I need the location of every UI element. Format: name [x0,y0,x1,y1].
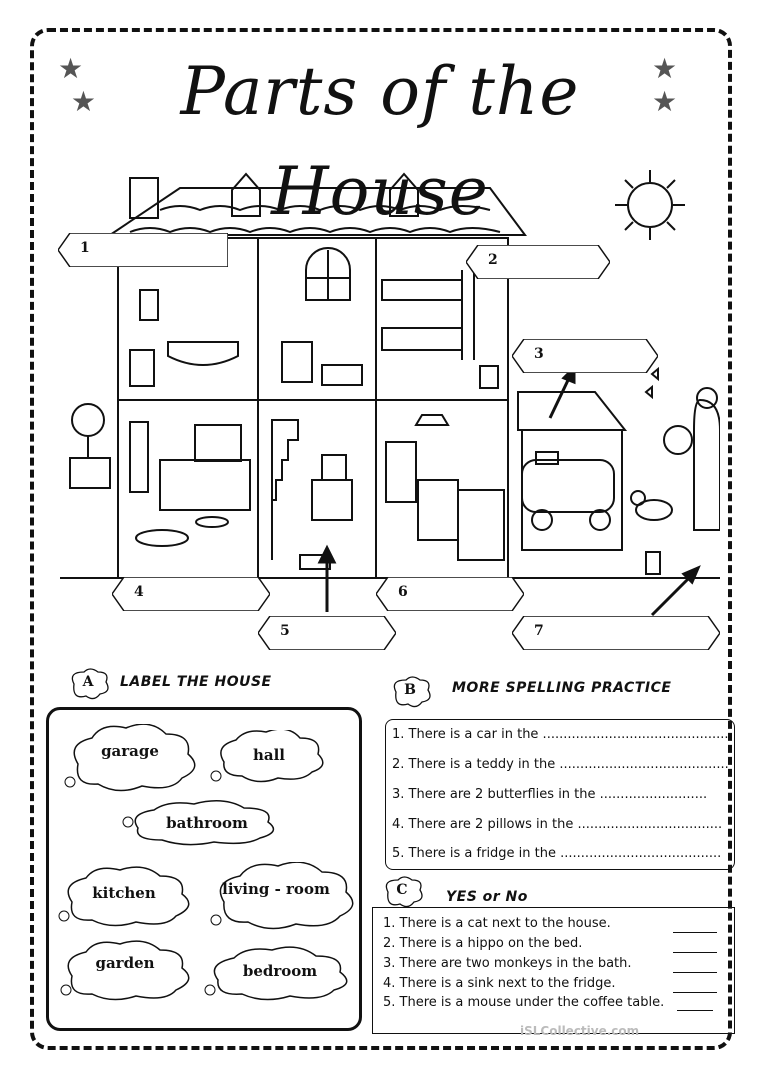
label-box-1[interactable] [58,233,228,267]
section-b-badge: B [388,676,432,708]
answer-blank[interactable] [673,952,717,953]
yes-or-no-box [372,907,735,1034]
spelling-item[interactable]: 1. There is a car in the .............................................. [392,727,733,742]
label-box-6[interactable] [376,577,524,611]
section-a-badge: A [66,668,110,700]
yes-no-item: 3. There are two monkeys in the bath. [383,956,632,971]
word-cloud[interactable]: living - room [206,862,358,932]
yes-no-item: 1. There is a cat next to the house. [383,916,611,931]
answer-blank[interactable] [673,972,717,973]
yes-no-item: 5. There is a mouse under the coffee table. [383,995,665,1010]
word-cloud[interactable]: garage [60,724,200,792]
section-b-heading: MORE SPELLING PRACTICE [452,680,672,696]
section-c-badge: C [380,876,424,908]
label-box-7[interactable] [512,616,720,650]
label-box-3[interactable] [512,339,658,373]
yes-no-item: 4. There is a sink next to the fridge. [383,976,616,991]
label-number: 5 [280,623,290,639]
section-a-heading: LABEL THE HOUSE [120,674,272,690]
word-cloud[interactable]: hall [208,730,330,786]
watermark: iSLCollective.com [520,1024,640,1038]
word-cloud[interactable]: bathroom [118,800,296,848]
spelling-item[interactable]: 5. There is a fridge in the ....................................... [392,846,722,861]
yes-no-item: 2. There is a hippo on the bed. [383,936,583,951]
page-title: Parts of the House [180,53,580,230]
section-c-heading: YES or No [446,889,528,905]
label-number: 2 [488,252,498,268]
answer-blank[interactable] [673,992,717,993]
word-cloud[interactable]: bedroom [200,946,360,1004]
spelling-practice-box [385,719,735,870]
star-icon: ★ ★ [652,52,682,118]
label-box-4[interactable] [112,577,270,611]
label-box-2[interactable] [466,245,610,279]
label-number: 1 [80,240,90,256]
word-cloud[interactable]: garden [54,940,196,1002]
spelling-item[interactable]: 3. There are 2 butterflies in the .......................... [392,787,708,802]
spelling-item[interactable]: 2. There is a teddy in the ......................................... [392,757,729,772]
label-number: 3 [534,346,544,362]
word-cloud[interactable]: kitchen [54,866,194,928]
label-number: 7 [534,623,544,639]
label-number: 4 [134,584,144,600]
answer-blank[interactable] [677,1010,713,1011]
spelling-item[interactable]: 4. There are 2 pillows in the ................................... [392,817,723,832]
label-number: 6 [398,584,408,600]
star-icon: ★ ★ [58,52,101,118]
label-box-5[interactable] [258,616,396,650]
answer-blank[interactable] [673,932,717,933]
